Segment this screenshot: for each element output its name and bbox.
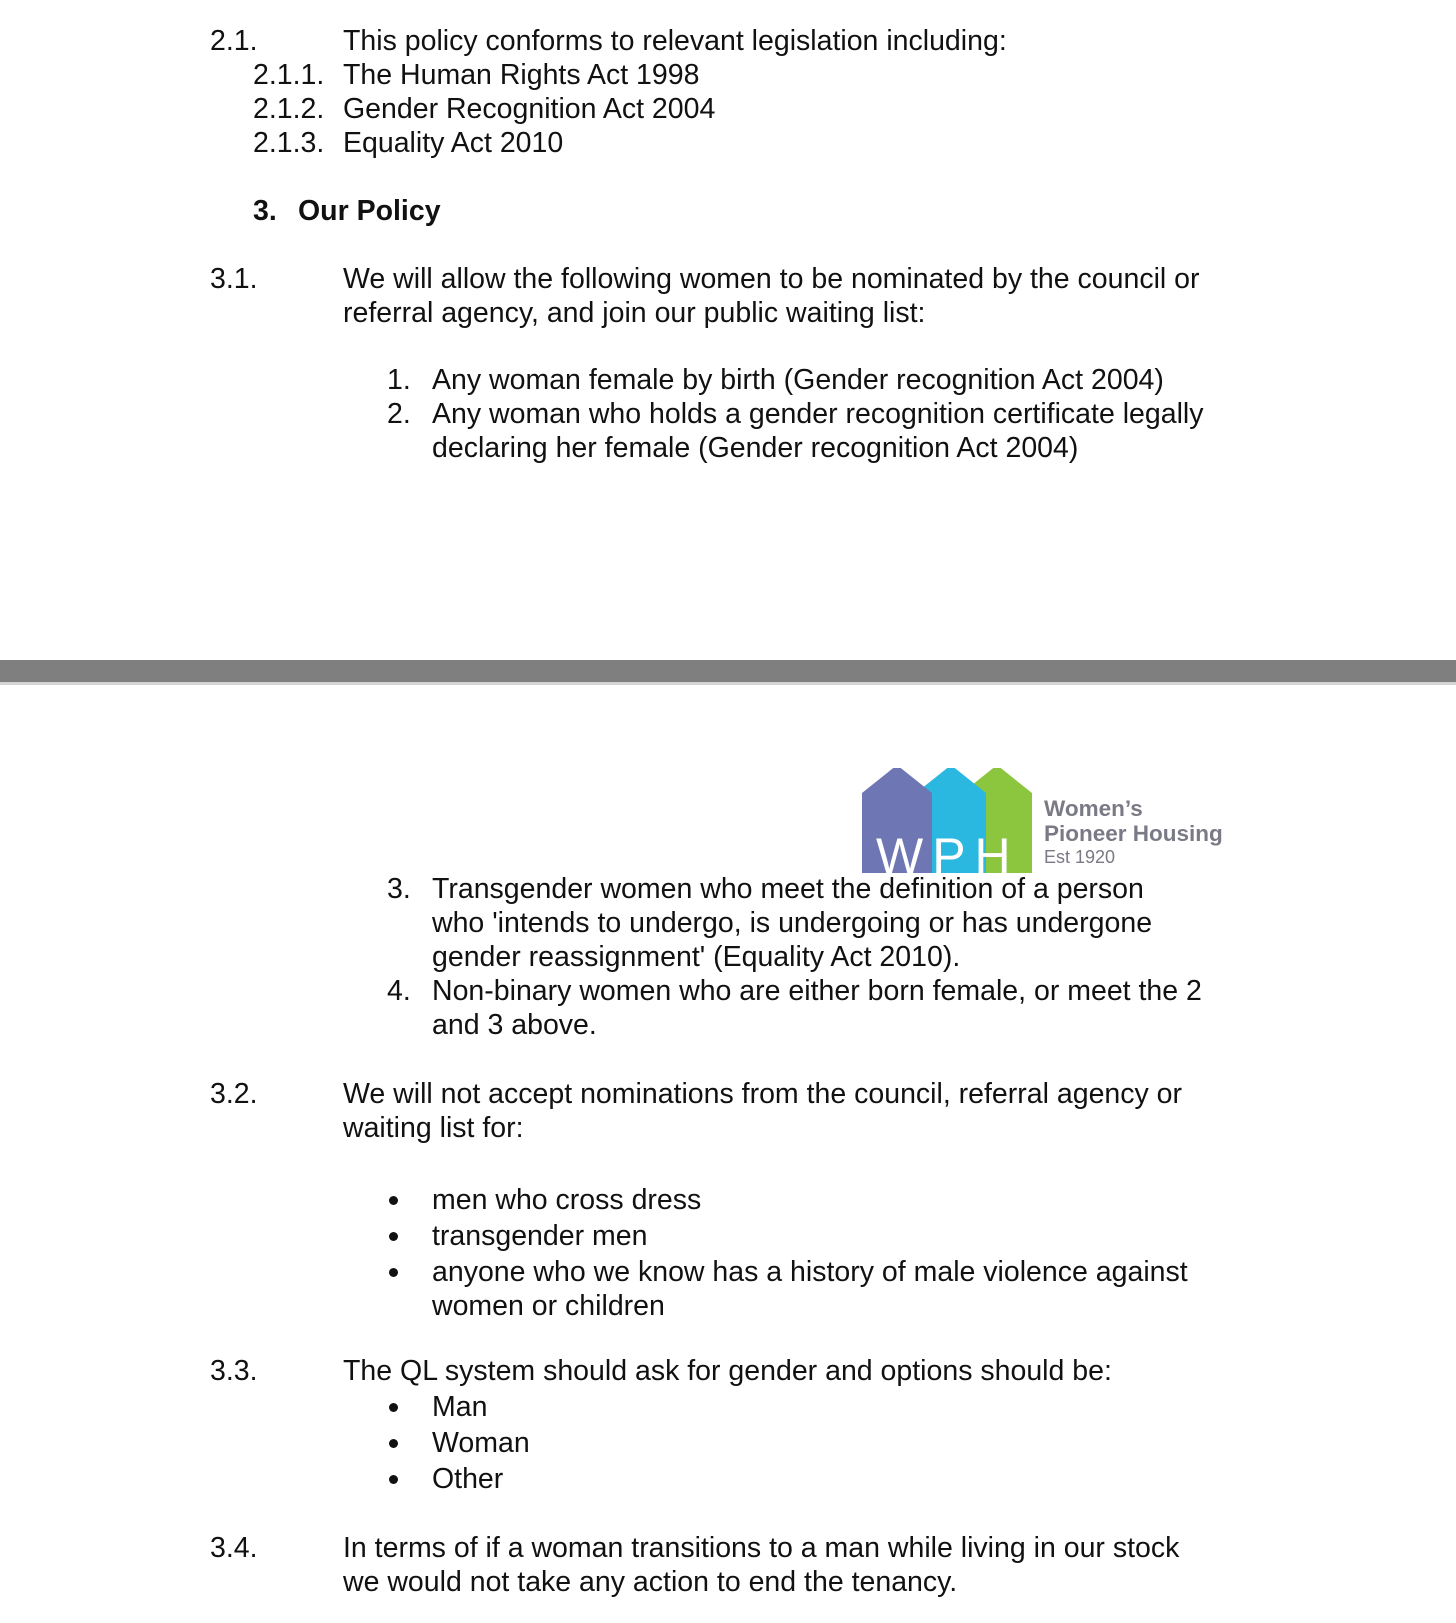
- subsection-text: Gender Recognition Act 2004: [343, 93, 716, 125]
- logo-wordmark: [1044, 796, 1223, 868]
- logo-line-3: Est 1920: [1044, 847, 1116, 867]
- subsection-number: 2.1.2.: [253, 93, 325, 125]
- logo-line-1: Women’s: [1044, 796, 1143, 821]
- logo-letters: WPH: [876, 828, 1020, 873]
- list-item-line: declaring her female (Gender recognition Act 2004): [432, 432, 1079, 464]
- bullet-icon: [389, 1196, 398, 1205]
- bullet-item-line: anyone who we know has a history of male violence against: [432, 1256, 1188, 1288]
- section-text-line: referral agency, and join our public waiting list:: [343, 297, 926, 329]
- list-item-line: Transgender women who meet the definition of a person: [432, 873, 1144, 905]
- page-break-shadow: [0, 682, 1456, 685]
- section-number: 3.1.: [210, 263, 258, 295]
- list-item-line: gender reassignment' (Equality Act 2010).: [432, 941, 961, 973]
- bullet-icon: [389, 1403, 398, 1412]
- bullet-item-line: men who cross dress: [432, 1184, 702, 1216]
- option-man: Man: [432, 1391, 488, 1423]
- list-item-line: Any woman who holds a gender recognition certificate legally: [432, 398, 1204, 430]
- subsection-text: Equality Act 2010: [343, 127, 564, 159]
- bullet-item-line: women or children: [432, 1290, 665, 1322]
- section-text-line: We will allow the following women to be nominated by the council or: [343, 263, 1200, 295]
- section-text-line: In terms of if a woman transitions to a man while living in our stock: [343, 1532, 1180, 1564]
- option-other: Other: [432, 1463, 504, 1495]
- bullet-icon: [389, 1232, 398, 1241]
- logo-line-2: Pioneer Housing: [1044, 821, 1223, 846]
- heading-number: 3.: [253, 195, 277, 227]
- list-number: 2.: [387, 398, 411, 430]
- list-item-line: who 'intends to undergo, is undergoing or has undergone: [432, 907, 1153, 939]
- bullet-icon: [389, 1268, 398, 1277]
- section-number: 3.3.: [210, 1355, 258, 1387]
- list-item-line: Any woman female by birth (Gender recognition Act 2004): [432, 364, 1164, 396]
- subsection-number: 2.1.1.: [253, 59, 325, 91]
- list-number: 4.: [387, 975, 411, 1007]
- list-item-line: Non-binary women who are either born female, or meet the 2: [432, 975, 1202, 1007]
- list-number: 3.: [387, 873, 411, 905]
- subsection-text: The Human Rights Act 1998: [343, 59, 700, 91]
- list-item-line: and 3 above.: [432, 1009, 597, 1041]
- bullet-icon: [389, 1439, 398, 1448]
- list-number: 1.: [387, 364, 411, 396]
- bullet-icon: [389, 1475, 398, 1484]
- section-text: This policy conforms to relevant legislation including:: [343, 25, 1007, 57]
- section-text-line: we would not take any action to end the tenancy.: [343, 1566, 958, 1598]
- heading-title: Our Policy: [298, 195, 441, 227]
- section-number: 3.2.: [210, 1078, 258, 1110]
- subsection-number: 2.1.3.: [253, 127, 325, 159]
- section-text: The QL system should ask for gender and options should be:: [343, 1355, 1112, 1387]
- bullet-item-line: transgender men: [432, 1220, 648, 1252]
- option-woman: Woman: [432, 1427, 530, 1459]
- section-text-line: waiting list for:: [343, 1112, 524, 1144]
- section-text-line: We will not accept nominations from the council, referral agency or: [343, 1078, 1183, 1110]
- section-number: 3.4.: [210, 1532, 258, 1564]
- section-number: 2.1.: [210, 25, 258, 57]
- page-break: [0, 660, 1456, 682]
